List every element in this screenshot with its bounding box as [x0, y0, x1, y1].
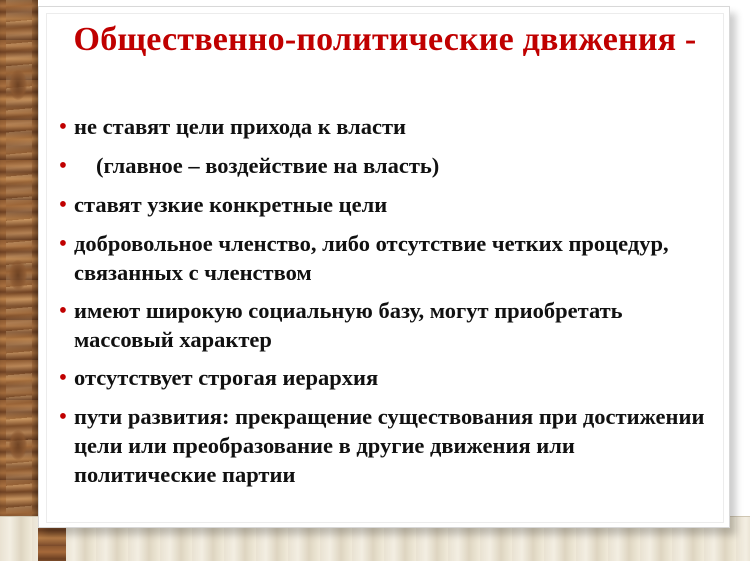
bullet-list [52, 112, 712, 498]
bullet-dot-icon: • [58, 404, 68, 430]
bullet-dot-icon: • [58, 231, 68, 257]
decorative-wood-left-border [0, 0, 38, 561]
bullet-dot-icon: • [58, 192, 68, 218]
list-item-label: (главное – воздействие на власть) [96, 153, 440, 178]
list-item [52, 296, 712, 354]
list-item-label: ставят узкие конкретные цели [74, 192, 388, 217]
list-item [52, 112, 712, 142]
decorative-wood-knot [9, 430, 27, 460]
list-item-label: имеют широкую социальную базу, могут приобретать массовый характер [74, 298, 623, 352]
list-item [52, 229, 712, 287]
bullet-dot-icon: • [58, 365, 68, 391]
decorative-wood-knot [9, 260, 27, 290]
list-item-label: добровольное членство, либо отсутствие четких процедур, связанных с членством [74, 231, 669, 285]
list-item-label: отсутствует строгая иерархия [74, 365, 379, 390]
list-item [52, 363, 712, 393]
decorative-wood-knot [9, 70, 27, 100]
list-item [52, 402, 712, 489]
list-item [52, 151, 712, 181]
list-item-label: не ставят цели прихода к власти [74, 114, 407, 139]
list-item [52, 190, 712, 220]
bullet-dot-icon: • [58, 298, 68, 324]
slide-title: Общественно-политические движения - [73, 21, 697, 58]
list-item-label: пути развития: прекращение существования при достижении цели или преобразование в другие движения или политические партии [74, 404, 705, 487]
bullet-dot-icon: • [58, 153, 68, 179]
bullet-dot-icon: • [58, 114, 68, 140]
